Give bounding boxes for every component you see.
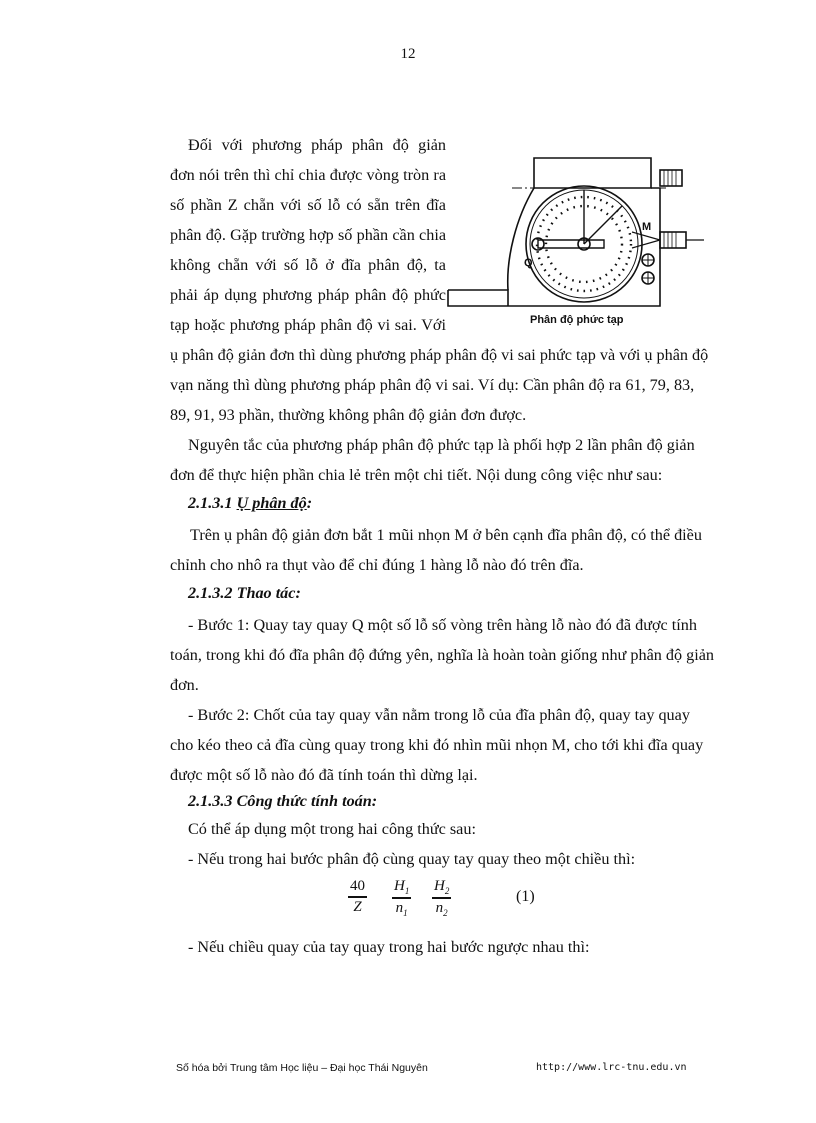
subscript: 1 <box>404 886 410 896</box>
section-number: 2.1.3.3 <box>188 792 233 810</box>
step-line: đơn. <box>170 676 199 694</box>
fraction-numerator <box>392 878 411 899</box>
body-outline <box>642 188 660 306</box>
step-line: - Bước 1: Quay tay quay Q một số lỗ số vòng trên hàng lỗ nào đó đã được tính <box>188 616 697 634</box>
body-line: chỉnh cho nhô ra thụt vào để chỉ đúng 1 hàng lỗ nào đó trên đĩa. <box>170 556 584 574</box>
intro-line: số phần Z chẵn với số lỗ có sẵn trên đĩa <box>170 196 446 214</box>
subscript: 2 <box>443 908 448 918</box>
formula-label: (1) <box>516 888 535 905</box>
dividing-head-figure <box>446 148 708 332</box>
step-line: - Bước 2: Chốt của tay quay vẫn nằm trong lỗ của đĩa phân độ, quay tay quay <box>188 706 690 724</box>
principle-line: Nguyên tắc của phương pháp phân độ phức tạp là phối hợp 2 lần phân độ giản <box>188 436 695 454</box>
fraction-denominator: Z <box>353 899 362 915</box>
fraction-40-z <box>348 878 367 916</box>
intro-cont-line: 89, 91, 93 phần, thường không phân độ giản đơn được. <box>170 406 527 424</box>
subscript: 1 <box>403 908 408 918</box>
case-2-text: - Nếu chiều quay của tay quay trong hai bước ngược nhau thì: <box>188 938 590 956</box>
step-line: được một số lỗ nào đó đã tính toán thì dừng lại. <box>170 766 478 784</box>
footer-url[interactable]: http://www.lrc-tnu.edu.vn <box>536 1062 687 1073</box>
intro-line: phân độ. Gặp trường hợp số phần cần chia <box>170 226 446 244</box>
footer-source: Số hóa bởi Trung tâm Học liệu – Đại học Thái Nguyên <box>176 1062 428 1074</box>
section-2-1-3-1-body <box>170 520 702 580</box>
intro-line: đơn nói trên thì chỉ chia được vòng tròn ra <box>170 166 446 184</box>
step-line: toán, trong khi đó đĩa phân độ đứng yên, nghĩa là hoàn toàn giống như phân độ giản <box>170 646 714 664</box>
section-colon: : <box>306 494 313 512</box>
step-2-paragraph <box>170 700 704 790</box>
fraction-denominator <box>432 899 451 918</box>
section-number: 2.1.3.1 <box>188 494 233 512</box>
section-heading-2-1-3-3 <box>188 792 377 811</box>
subscript: 2 <box>444 886 450 896</box>
principle-paragraph <box>170 430 695 490</box>
intro-cont-line: vạn năng thì dùng phương pháp phân độ vi sai. Ví dụ: Cần phân độ ra 61, 79, 83, <box>170 376 695 394</box>
fraction-numerator <box>432 878 451 899</box>
section-heading-2-1-3-2 <box>188 584 301 603</box>
section-colon: : <box>295 584 301 602</box>
section-number: 2.1.3.2 <box>188 584 233 602</box>
intro-line: phải áp dụng phương pháp phân độ phức <box>170 286 446 304</box>
page-number: 12 <box>400 46 416 62</box>
housing-outline <box>534 158 651 188</box>
fraction-denominator <box>392 899 411 918</box>
intro-line: Đối với phương pháp phân độ giản <box>188 136 446 154</box>
fraction-numerator: 40 <box>348 878 367 898</box>
base-outline <box>448 290 642 306</box>
step-line: cho kéo theo cả đĩa cùng quay trong khi đó nhìn mũi nhọn M, cho tới khi đĩa quay <box>170 736 704 754</box>
label-q: Q <box>524 257 533 269</box>
section-colon: : <box>371 792 378 810</box>
case-1-text: - Nếu trong hai bước phân độ cùng quay tay quay theo một chiều thì: <box>188 850 636 868</box>
principle-line: đơn để thực hiện phần chia lẻ trên một chi tiết. Nội dung công việc như sau: <box>170 466 663 484</box>
section-title: Thao tác <box>236 584 296 602</box>
section-title: Công thức tính toán <box>236 792 372 810</box>
label-m: M <box>642 221 652 233</box>
symbol-n: n <box>435 900 444 916</box>
symbol-h: H <box>394 878 405 894</box>
crank-handle <box>538 240 604 248</box>
intro-paragraph <box>170 130 446 340</box>
formula-1 <box>348 878 608 922</box>
knob <box>660 170 682 186</box>
section-title: Ụ phân độ <box>236 494 307 512</box>
section-heading-2-1-3-1 <box>188 494 312 513</box>
intro-line: không chẵn với số lỗ ở đĩa phân độ, ta <box>170 256 446 274</box>
fraction-h2-n2 <box>432 878 451 918</box>
intro-cont-line: ụ phân độ giản đơn thì dùng phương pháp phân độ vi sai phức tạp và với ụ phân độ <box>170 346 709 364</box>
formula-intro: Có thể áp dụng một trong hai công thức sau: <box>188 820 476 838</box>
step-1-paragraph <box>170 610 714 700</box>
fraction-h1-n1 <box>392 878 411 918</box>
body-line: Trên ụ phân độ giản đơn bắt 1 mũi nhọn M ở bên cạnh đĩa phân độ, có thể điều <box>190 526 702 544</box>
figure-caption: Phân độ phức tạp <box>530 314 624 326</box>
intro-line: tạp hoặc phương pháp phân độ vi sai. Với <box>170 316 446 334</box>
intro-continuation <box>170 340 709 430</box>
symbol-h: H <box>434 878 445 894</box>
symbol-n: n <box>395 900 404 916</box>
